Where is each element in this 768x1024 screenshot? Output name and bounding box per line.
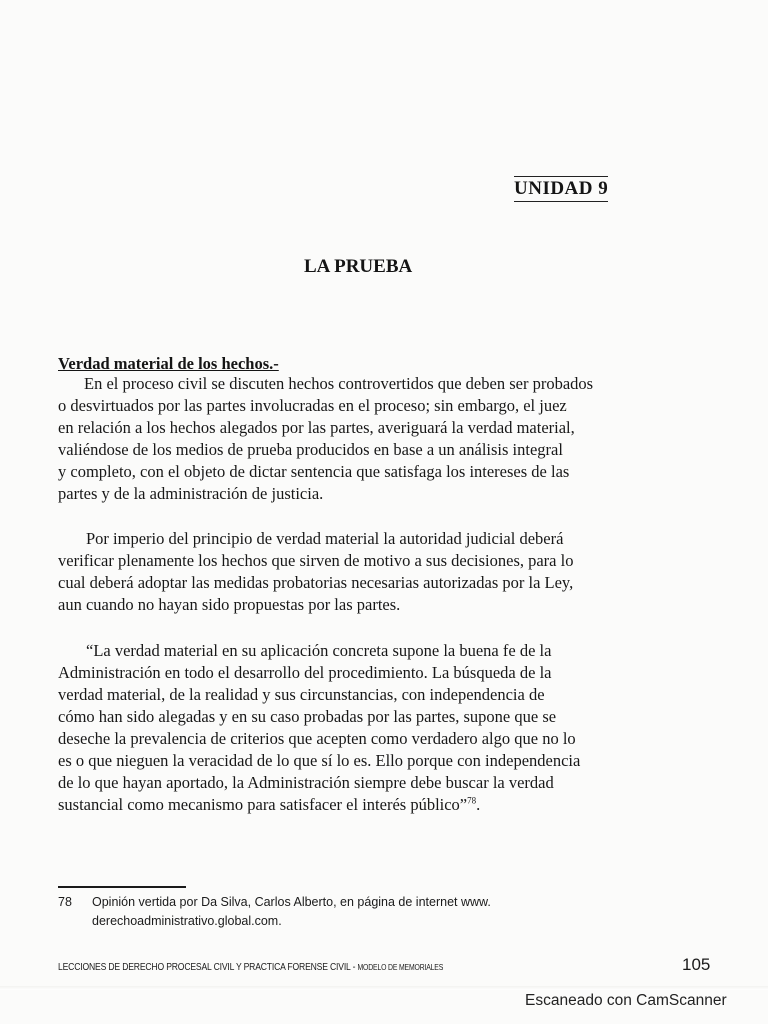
paragraph-line: valiéndose de los medios de prueba producidos en base a un análisis integral: [58, 440, 563, 459]
scan-edge: [0, 986, 768, 990]
paragraph-line: deseche la prevalencia de criterios que acepten como verdadero algo que no lo: [58, 729, 576, 748]
footnote-line: Opinión vertida por Da Silva, Carlos Alberto, en página de internet www.: [92, 895, 491, 909]
running-footer: [58, 962, 443, 973]
paragraph-line: [58, 794, 678, 816]
quote-end-punctuation: .: [476, 795, 481, 814]
paragraph-line: verdad material, de la realidad y sus circunstancias, con independencia de: [58, 685, 545, 704]
paragraph-line: de lo que hayan aportado, la Administración siempre debe buscar la verdad: [58, 773, 554, 792]
paragraph-line-text: sustancial como mecanismo para satisfacer el interés público”: [58, 795, 468, 814]
running-footer-title: LECCIONES DE DERECHO PROCESAL CIVIL Y PRACTICA FORENSE CIVIL -: [58, 962, 356, 973]
paragraph-line: partes y de la administración de justicia.: [58, 484, 324, 503]
chapter-title: LA PRUEBA: [304, 256, 413, 277]
footnote: [58, 893, 682, 931]
section-heading: Verdad material de los hechos.-: [58, 354, 279, 373]
footnote-divider: [58, 886, 186, 888]
paragraph-line: o desvirtuados por las partes involucradas en el proceso; sin embargo, el juez: [58, 396, 567, 415]
footnote-reference: 78: [467, 795, 477, 806]
paragraph-line: “La verdad material en su aplicación concreta supone la buena fe de la: [86, 641, 552, 660]
scanner-watermark: Escaneado con CamScanner: [525, 992, 727, 1009]
paragraph-line: En el proceso civil se discuten hechos controvertidos que deben ser probados: [84, 374, 594, 393]
running-footer-subtitle: MODELO DE MEMORIALES: [357, 963, 444, 972]
page-number: 105: [682, 955, 711, 974]
paragraph-3-quote: [58, 640, 678, 816]
paragraph-line: es o que nieguen la veracidad de lo que sí lo es. Ello porque con independencia: [58, 751, 581, 770]
footnote-line: derechoadministrativo.global.com.: [92, 914, 282, 928]
paragraph-line: cómo han sido alegadas y en su caso probadas por las partes, supone que se: [58, 707, 557, 726]
paragraph-line: aun cuando no hayan sido propuestas por las partes.: [58, 595, 401, 614]
unit-heading: UNIDAD 9: [514, 176, 608, 202]
paragraph-line: y completo, con el objeto de dictar sentencia que satisfaga los intereses de las: [58, 462, 570, 481]
paragraph-line: Administración en todo el desarrollo del procedimiento. La búsqueda de la: [58, 663, 552, 682]
paragraph-line: en relación a los hechos alegados por las partes, averiguará la verdad material,: [58, 418, 575, 437]
footnote-number: 78: [58, 895, 72, 909]
paragraph-line: verificar plenamente los hechos que sirven de motivo a sus decisiones, para lo: [58, 551, 574, 570]
paragraph-line: Por imperio del principio de verdad material la autoridad judicial deberá: [86, 529, 564, 548]
paragraph-2: [58, 528, 678, 616]
paragraph-line: cual deberá adoptar las medidas probatorias necesarias autorizadas por la Ley,: [58, 573, 574, 592]
paragraph-1: [58, 373, 678, 505]
